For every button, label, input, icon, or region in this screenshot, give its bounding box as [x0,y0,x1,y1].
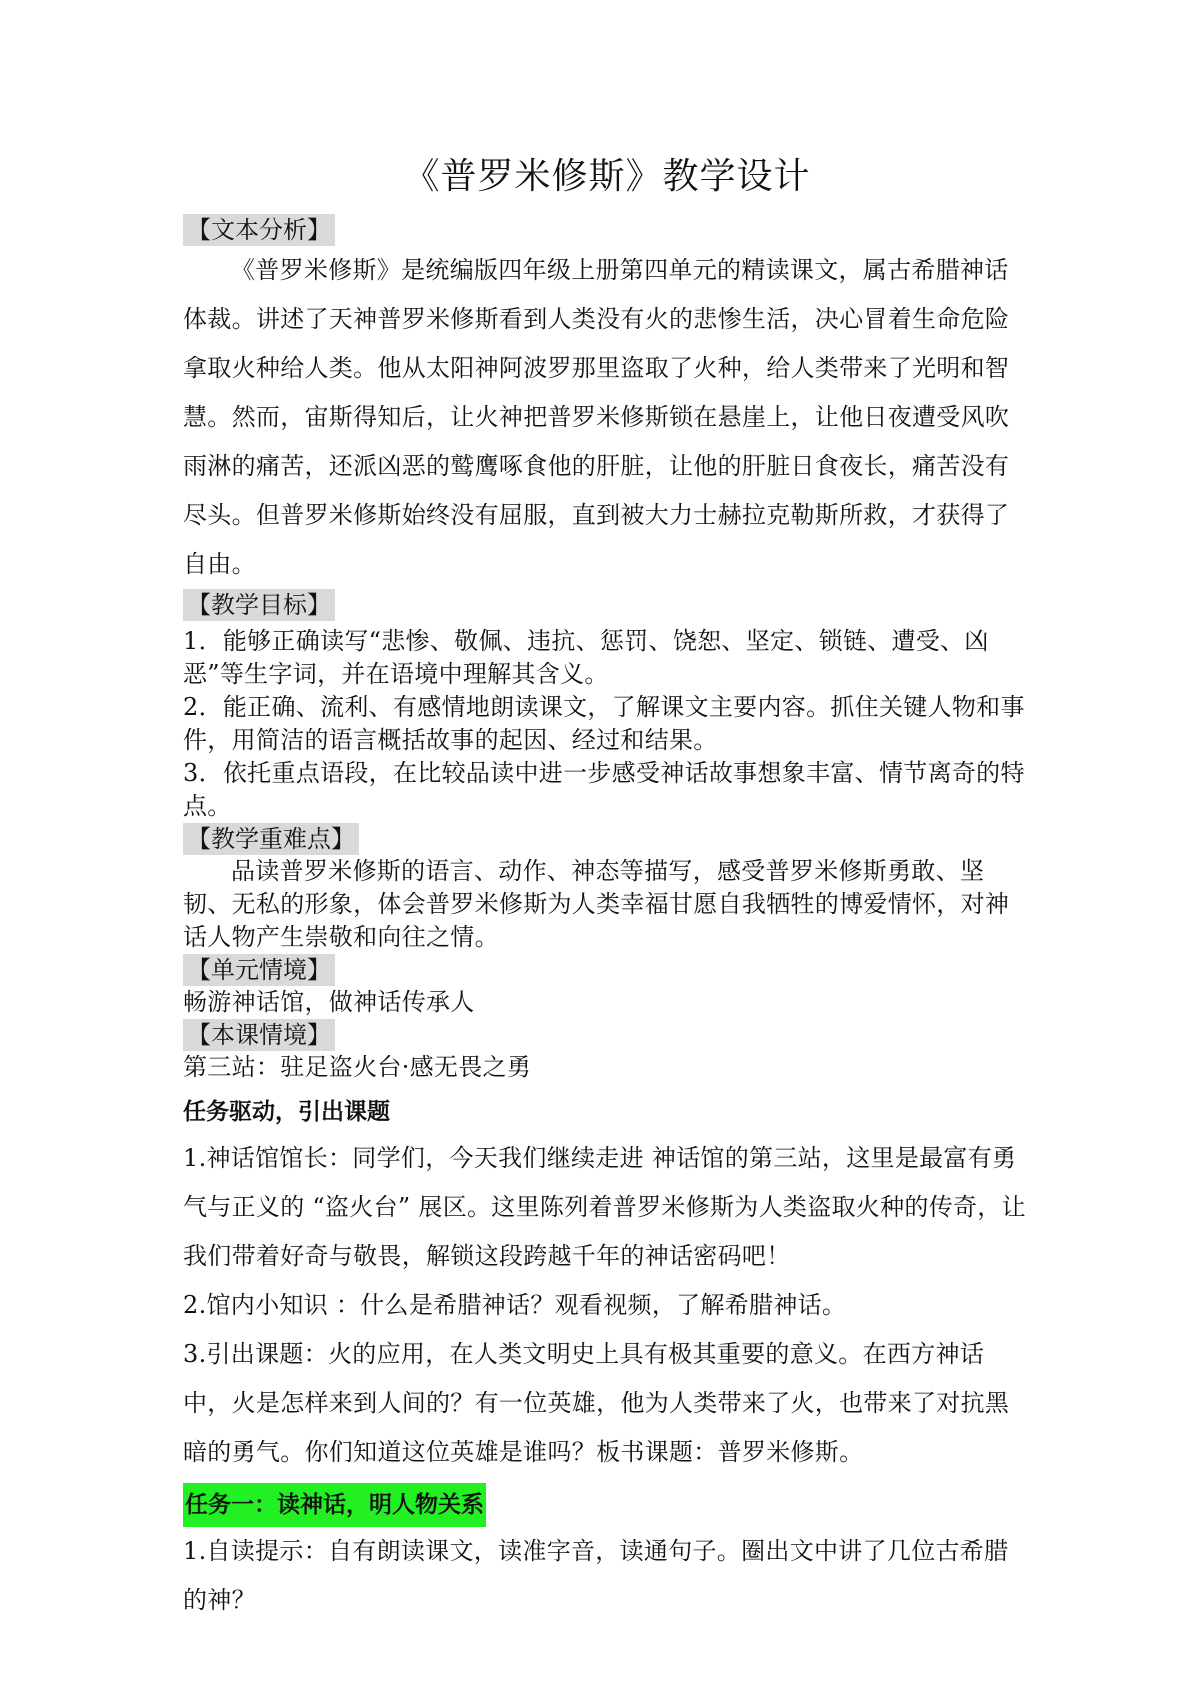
goal-item: 2．能正确、流利、有感情地朗读课文，了解课文主要内容。抓住关键人物和事件，用简洁的语言概括故事的起因、经过和结果。 [183,693,1025,754]
task-intro-item: 2.馆内小知识 ：什么是希腊神话？观看视频，了解希腊神话。 [183,1291,847,1319]
section-label-lesson-context: 【本课情境】 [183,1019,335,1051]
lesson-context-body: 第三站：驻足盗火台·感无畏之勇 [183,1053,532,1081]
document-page [183,150,1031,1625]
section-key-points [183,823,1031,855]
task-one-heading [183,1483,1031,1527]
goal-item: 1．能够正确读写“悲惨、敬佩、违抗、惩罚、饶恕、坚定、锁链、遭受、凶恶”等生字词，并在语境中理解其含义。 [183,627,989,688]
section-label-unit-context: 【单元情境】 [183,954,335,986]
task-one-item: 1.自读提示：自有朗读课文，读准字音，读通句子。圈出文中讲了几位古希腊的神？ [183,1537,1009,1614]
section-unit-context [183,954,1031,986]
section-text-analysis [183,214,1031,246]
section-label-key-points: 【教学重难点】 [183,823,359,855]
task-intro-item: 1.神话馆馆长：同学们，今天我们继续走进 神话馆的第三站，这里是最富有勇气与正义的 “盗火台” 展区。这里陈列着普罗米修斯为人类盗取火种的传奇，让我们带着好奇与敬畏，解锁这段跨越千年的神话密码吧！ [183,1144,1026,1270]
section-label-text-analysis: 【文本分析】 [183,214,335,246]
goal-item: 3．依托重点语段，在比较品读中进一步感受神话故事想象丰富、情节离奇的特点。 [183,759,1025,820]
section-lesson-context [183,1019,1031,1051]
key-points-body: 品读普罗米修斯的语言、动作、神态等描写，感受普罗米修斯勇敢、坚韧、无私的形象，体会普罗米修斯为人类幸福甘愿自我牺牲的博爱情怀，对神话人物产生崇敬和向往之情。 [183,857,1010,951]
task-intro-item: 3.引出课题：火的应用，在人类文明史上具有极其重要的意义。在西方神话中，火是怎样来到人间的？有一位英雄，他为人类带来了火，也带来了对抗黑暗的勇气。你们知道这位英雄是谁吗？板书课题：普罗米修斯。 [183,1340,1010,1466]
task-intro-heading: 任务驱动，引出课题 [183,1099,390,1125]
unit-context-body: 畅游神话馆，做神话传承人 [183,988,475,1016]
text-analysis-body: 《普罗米修斯》是统编版四年级上册第四单元的精读课文，属古希腊神话体裁。讲述了天神普罗米修斯看到人类没有火的悲惨生活，决心冒着生命危险拿取火种给人类。他从太阳神阿波罗那里盗取了火种，给人类带来了光明和智慧。然而，宙斯得知后，让火神把普罗米修斯锁在悬崖上，让他日夜遭受风吹雨淋的痛苦，还派凶恶的鹫鹰啄食他的肝脏，让他的肝脏日食夜长，痛苦没有尽头。但普罗米修斯始终没有屈服，直到被大力士赫拉克勒斯所救，才获得了自由。 [183,256,1010,578]
document-title: 《普罗米修斯》教学设计 [403,156,811,197]
section-goals [183,589,1031,621]
section-label-goals: 【教学目标】 [183,589,335,621]
task-one-heading-highlight: 任务一：读神话，明人物关系 [183,1483,486,1527]
